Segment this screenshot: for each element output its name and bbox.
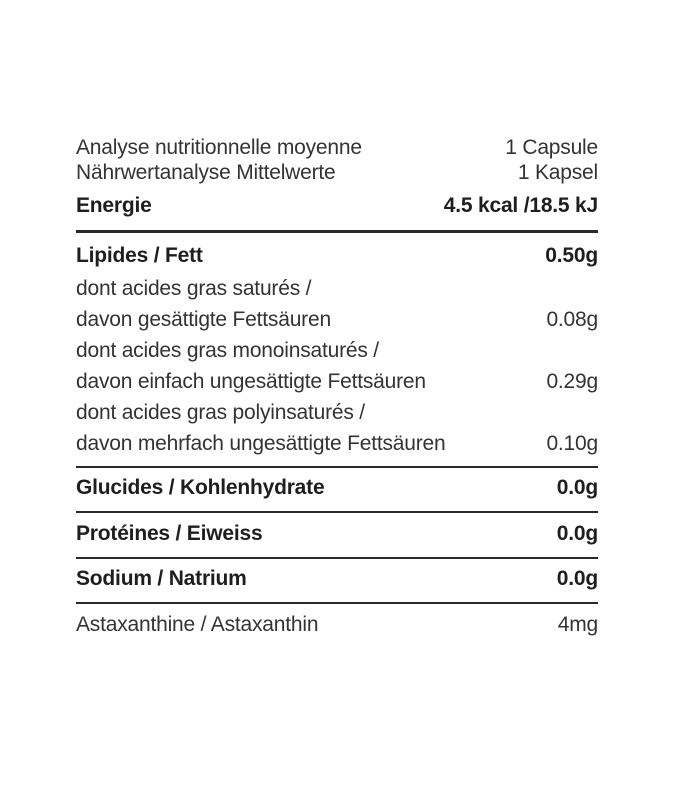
astaxanthin-label: Astaxanthine / Astaxanthin (76, 613, 319, 636)
saturated-label-fr: dont acides gras saturés / (76, 277, 312, 300)
carbs-row (76, 476, 598, 500)
carbs-label: Glucides / Kohlenhydrate (76, 476, 325, 499)
mono-row-fr (76, 339, 598, 363)
divider (76, 557, 598, 559)
energy-value: 4.5 kcal /18.5 kJ (443, 194, 598, 217)
header-label-fr: Analyse nutritionnelle moyenne (76, 136, 362, 159)
poly-row-fr (76, 401, 598, 425)
astaxanthin-value: 4mg (557, 613, 598, 636)
sodium-label: Sodium / Natrium (76, 567, 247, 590)
saturated-label-de: davon gesättigte Fettsäuren (76, 308, 331, 331)
divider (76, 602, 598, 604)
poly-value: 0.10g (546, 432, 598, 455)
poly-label-fr: dont acides gras polyinsaturés / (76, 401, 365, 424)
protein-value: 0.0g (556, 522, 598, 545)
poly-row-de (76, 432, 598, 456)
fat-value: 0.50g (545, 244, 598, 267)
divider-thick (76, 230, 598, 233)
header-unit-de: 1 Kapsel (517, 161, 598, 184)
fat-label: Lipides / Fett (76, 244, 203, 267)
protein-row (76, 522, 598, 546)
saturated-value: 0.08g (546, 308, 598, 331)
mono-label-fr: dont acides gras monoinsaturés / (76, 339, 379, 362)
carbs-value: 0.0g (556, 476, 598, 499)
energy-row (76, 194, 598, 218)
nutrition-table (76, 0, 598, 800)
mono-row-de (76, 370, 598, 394)
saturated-row-de (76, 308, 598, 332)
header-row-de (76, 161, 598, 185)
poly-label-de: davon mehrfach ungesättigte Fettsäuren (76, 432, 446, 455)
energy-label: Energie (76, 194, 152, 217)
divider (76, 511, 598, 513)
fat-row (76, 244, 598, 268)
sodium-value: 0.0g (556, 567, 598, 590)
divider (76, 466, 598, 468)
header-row-fr (76, 136, 598, 160)
astaxanthin-row (76, 613, 598, 637)
protein-label: Protéines / Eiweiss (76, 522, 263, 545)
mono-label-de: davon einfach ungesättigte Fettsäuren (76, 370, 426, 393)
mono-value: 0.29g (546, 370, 598, 393)
sodium-row (76, 567, 598, 591)
header-unit-fr: 1 Capsule (505, 136, 598, 159)
header-label-de: Nährwertanalyse Mittelwerte (76, 161, 336, 184)
saturated-row-fr (76, 277, 598, 301)
